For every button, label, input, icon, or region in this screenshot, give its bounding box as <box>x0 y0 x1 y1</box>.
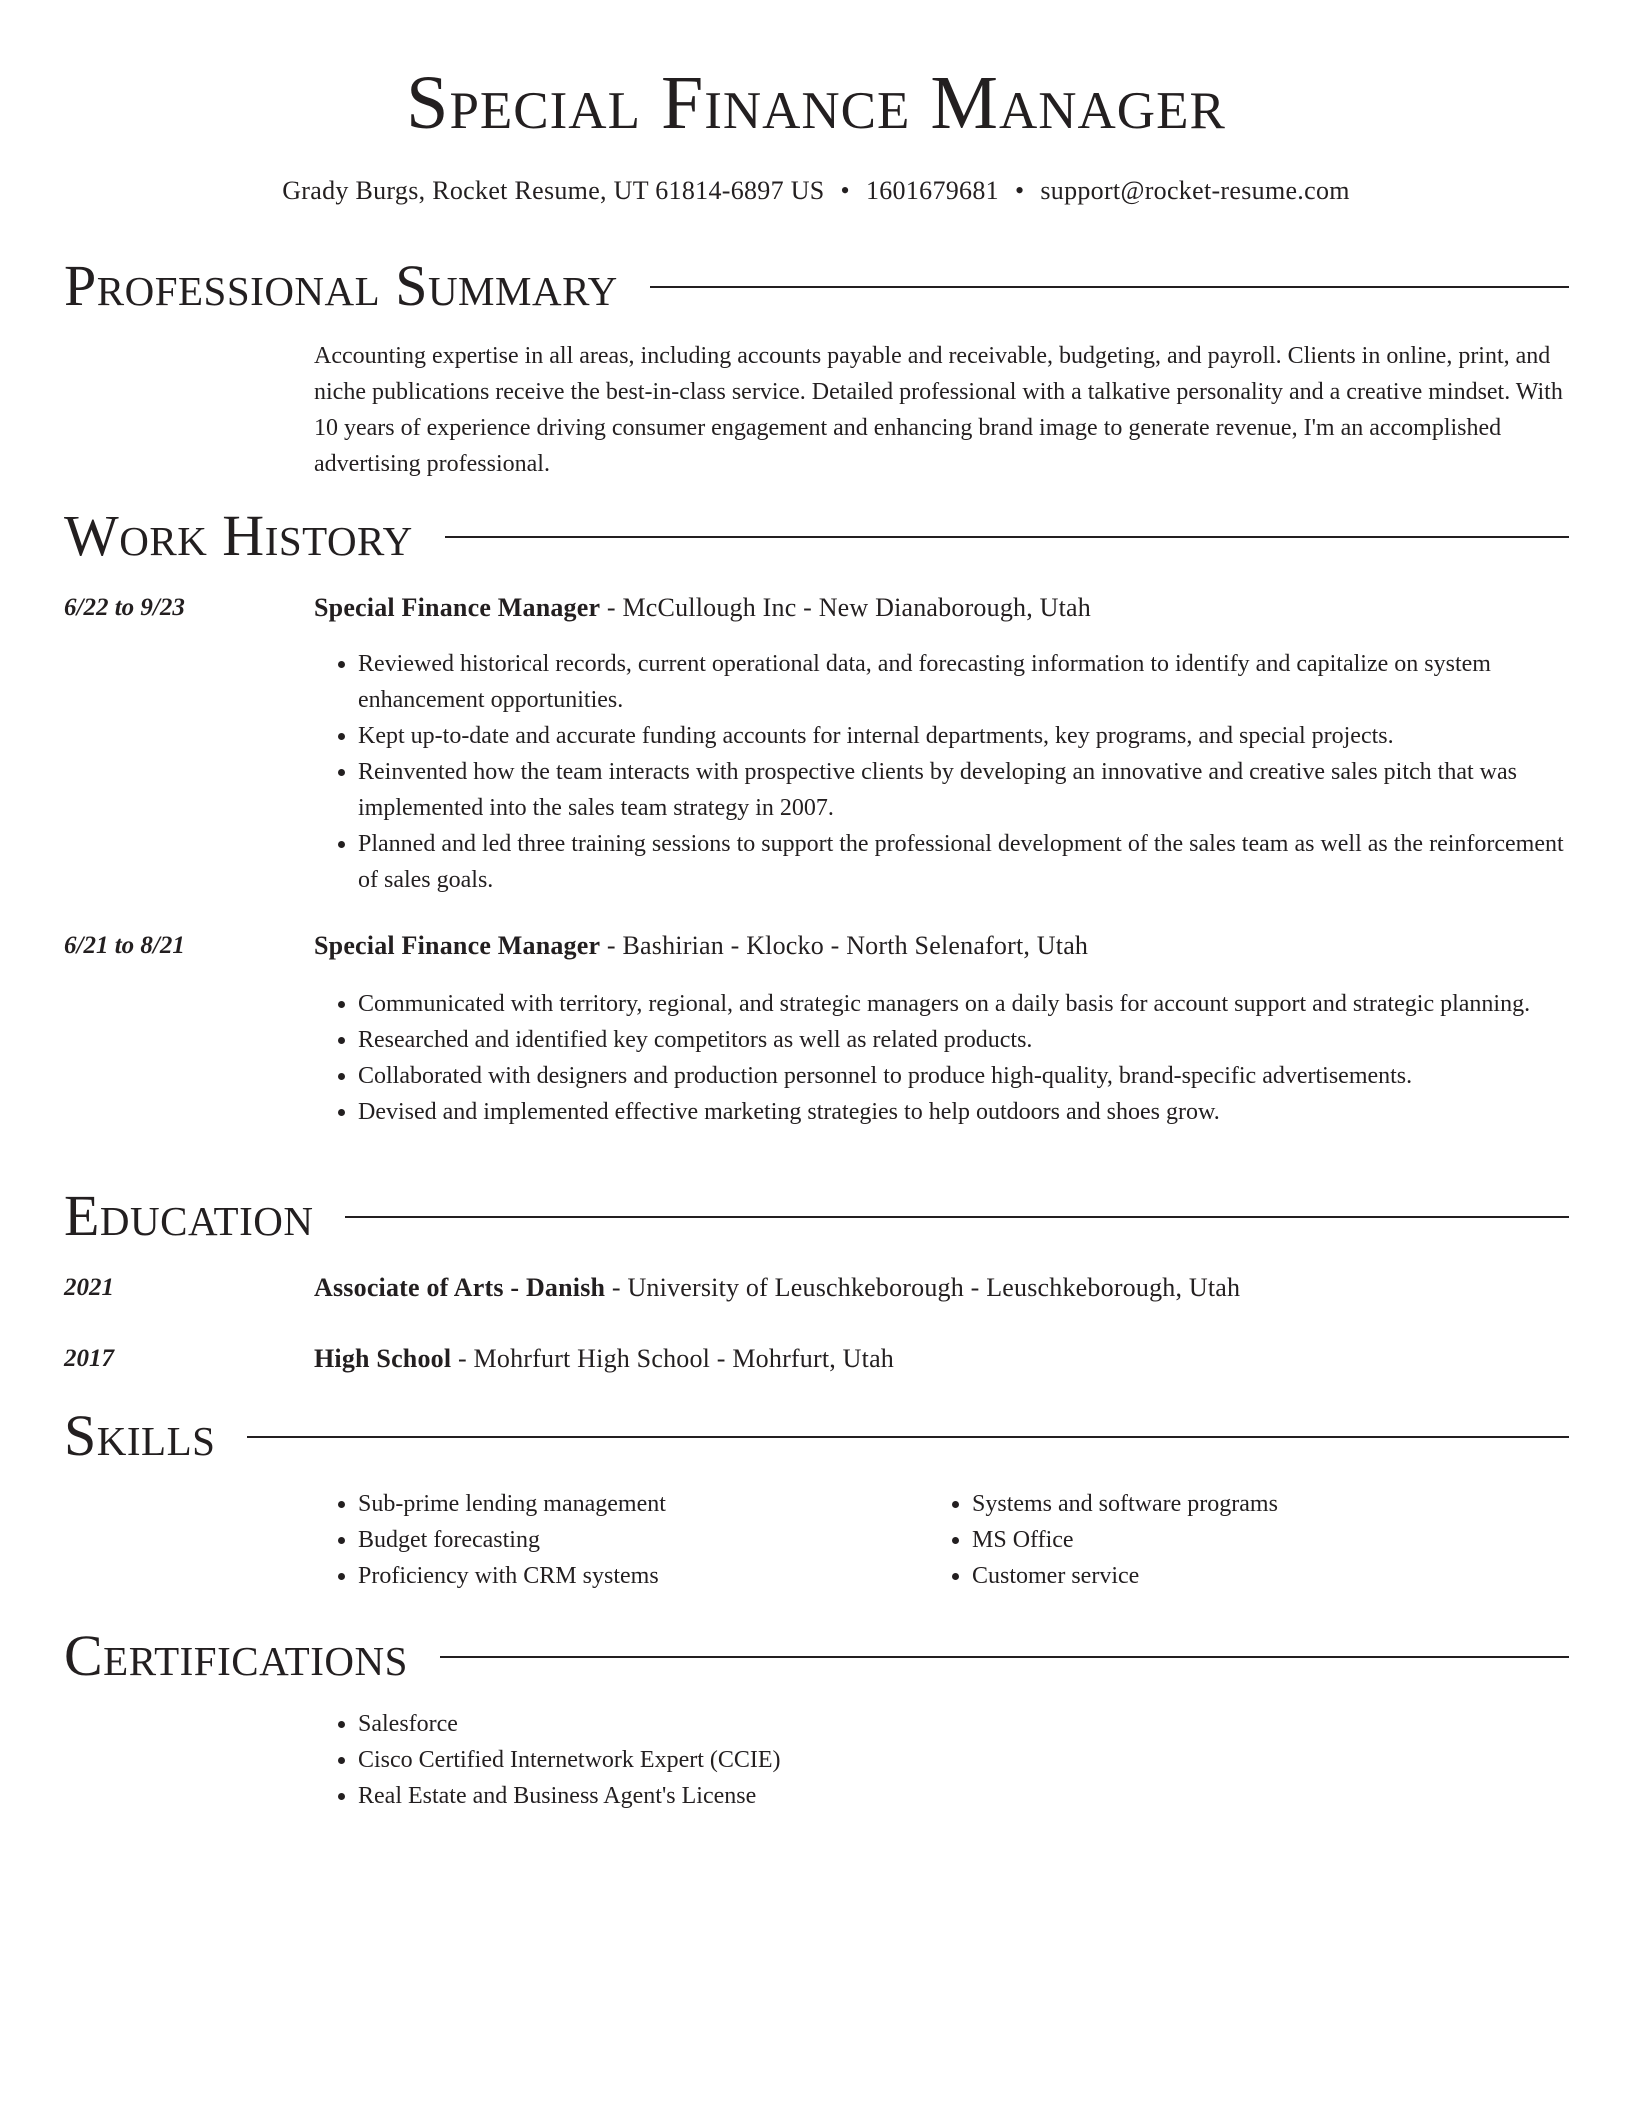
job-dates: 6/22 to 9/23 <box>64 594 185 621</box>
section-title: Professional Summary <box>64 253 618 318</box>
job-bullet: • Collaborated with designers and production personnel to produce high-quality, brand-specific advertisements. <box>358 1058 1570 1094</box>
section-divider <box>650 286 1569 288</box>
education-year: 2021 <box>64 1274 114 1301</box>
education-year: 2017 <box>64 1345 114 1372</box>
job-title: Special Finance Manager <box>314 593 601 622</box>
section-title: Work History <box>64 503 413 568</box>
job-bullet: • Reinvented how the team interacts with prospective clients by developing an innovative and creative sales pitch that was implemented into the sales team strategy in 2007. <box>358 754 1570 826</box>
certification-item: • Real Estate and Business Agent's License <box>358 1778 1570 1814</box>
resume-title: Special Finance Manager <box>406 61 1226 145</box>
section-divider <box>345 1216 1569 1218</box>
certification-item: • Cisco Certified Internetwork Expert (CCIE) <box>358 1742 1570 1778</box>
section-title: Certifications <box>64 1623 408 1688</box>
education-heading <box>314 1270 1570 1306</box>
section-divider <box>440 1656 1569 1658</box>
job-bullet: • Planned and led three training sessions to support the professional development of the sales team as well as the reinforcement of sales goals. <box>358 826 1570 898</box>
contact-separator: • <box>840 176 850 205</box>
job-bullet: • Devised and implemented effective marketing strategies to help outdoors and shoes grow. <box>358 1094 1570 1130</box>
skill-item: • MS Office <box>972 1522 1568 1558</box>
skill-item: • Systems and software programs <box>972 1486 1568 1522</box>
education-heading <box>314 1341 1570 1377</box>
summary-text: Accounting expertise in all areas, including accounts payable and receivable, budgeting, and payroll. Clients in online, print, and niche publications receive the best-in-class service. Detailed professional with a talkative personality and a creative mindset. With 10 years of experience driving consumer engagement and enhancing brand image to generate revenue, I'm an accomplished advertising professional. <box>314 343 1563 477</box>
skill-item: • Budget forecasting <box>358 1522 924 1558</box>
contact-address: Grady Burgs, Rocket Resume, UT 61814-6897 US <box>282 176 825 205</box>
section-work-heading <box>64 504 1569 568</box>
education-details: - Mohrfurt High School - Mohrfurt, Utah <box>451 1344 895 1373</box>
contact-line <box>0 174 1632 208</box>
job-details: - McCullough Inc - New Dianaborough, Utah <box>600 593 1091 622</box>
education-degree: Associate of Arts - Danish <box>314 1273 606 1302</box>
education-degree: High School <box>314 1344 452 1373</box>
job-bullet: • Communicated with territory, regional, and strategic managers on a daily basis for account support and strategic planning. <box>358 986 1570 1022</box>
skills-list-left <box>314 1486 924 1594</box>
job-bullets <box>314 646 1570 898</box>
job-bullet: • Kept up-to-date and accurate funding accounts for internal departments, key programs, and special projects. <box>358 718 1570 754</box>
contact-separator: • <box>1014 176 1025 205</box>
job-heading <box>314 590 1570 626</box>
job-title: Special Finance Manager <box>314 931 601 960</box>
section-certifications-heading <box>64 1624 1569 1688</box>
certification-item: • Salesforce <box>358 1706 1570 1742</box>
section-title: Skills <box>64 1403 216 1468</box>
section-skills-heading <box>64 1404 1569 1468</box>
contact-phone: 1601679681 <box>865 176 999 205</box>
section-divider <box>445 536 1569 538</box>
job-dates: 6/21 to 8/21 <box>64 932 185 959</box>
job-bullet: • Reviewed historical records, current operational data, and forecasting information to identify and capitalize on system enhancement opportunities. <box>358 646 1570 718</box>
job-bullet: • Researched and identified key competitors as well as related products. <box>358 1022 1570 1058</box>
job-bullets <box>314 986 1570 1130</box>
skill-item: • Customer service <box>972 1558 1568 1594</box>
job-details: - Bashirian - Klocko - North Selenafort, Utah <box>600 931 1089 960</box>
skill-item: • Sub-prime lending management <box>358 1486 924 1522</box>
section-summary-heading <box>64 254 1569 318</box>
skill-item: • Proficiency with CRM systems <box>358 1558 924 1594</box>
education-details: - University of Leuschkeborough - Leuschkeborough, Utah <box>605 1273 1241 1302</box>
contact-email[interactable]: support@rocket-resume.com <box>1040 176 1350 205</box>
section-divider <box>247 1436 1569 1438</box>
section-education-heading <box>64 1184 1569 1248</box>
job-heading <box>314 928 1570 964</box>
skills-list-right <box>928 1486 1568 1594</box>
section-title: Education <box>64 1183 314 1248</box>
certifications-list <box>314 1706 1570 1814</box>
